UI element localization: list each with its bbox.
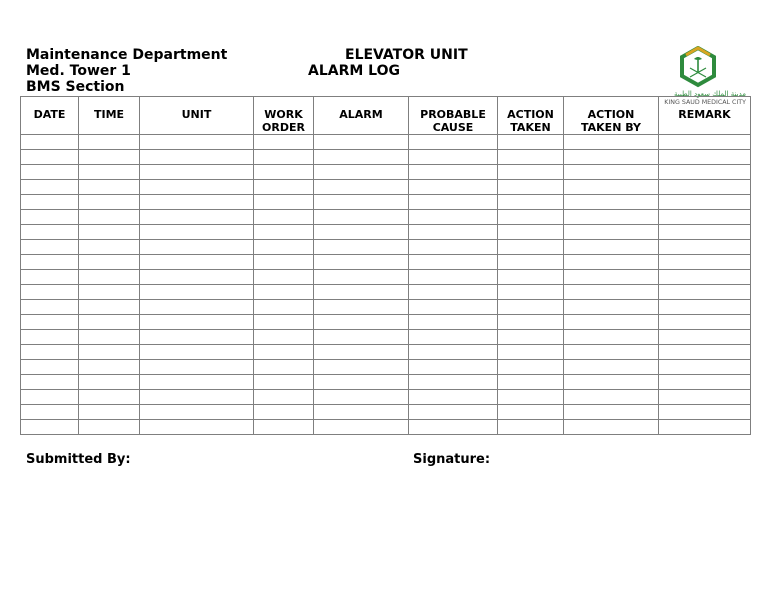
table-cell[interactable] (254, 390, 314, 405)
table-cell[interactable] (564, 180, 659, 195)
table-cell[interactable] (140, 285, 254, 300)
table-cell[interactable] (659, 180, 751, 195)
table-cell[interactable] (564, 300, 659, 315)
table-row (21, 210, 751, 225)
table-cell[interactable] (140, 150, 254, 165)
table-cell[interactable] (498, 360, 564, 375)
table-cell[interactable] (564, 150, 659, 165)
table-cell[interactable] (498, 210, 564, 225)
table-cell[interactable] (21, 360, 79, 375)
table-cell[interactable] (564, 315, 659, 330)
table-row (21, 390, 751, 405)
table-cell[interactable] (314, 405, 409, 420)
table-cell[interactable] (564, 240, 659, 255)
table-cell[interactable] (140, 240, 254, 255)
table-cell[interactable] (409, 390, 498, 405)
table-cell[interactable] (564, 375, 659, 390)
table-cell[interactable] (21, 165, 79, 180)
table-cell[interactable] (409, 165, 498, 180)
table-cell[interactable] (254, 420, 314, 435)
table-cell[interactable] (564, 420, 659, 435)
table-cell[interactable] (254, 285, 314, 300)
table-cell[interactable] (498, 300, 564, 315)
table-cell[interactable] (254, 225, 314, 240)
table-cell[interactable] (659, 225, 751, 240)
table-cell[interactable] (498, 225, 564, 240)
table-row (21, 165, 751, 180)
table-cell[interactable] (498, 240, 564, 255)
table-header-row (21, 97, 751, 135)
table-cell[interactable] (79, 360, 140, 375)
table-cell[interactable] (564, 405, 659, 420)
column-header-line1: WORK (264, 108, 303, 121)
table-row (21, 180, 751, 195)
column-header-line1: PROBABLE (420, 108, 486, 121)
table-cell[interactable] (254, 165, 314, 180)
table-cell[interactable] (498, 315, 564, 330)
table-cell[interactable] (314, 330, 409, 345)
table-cell[interactable] (498, 330, 564, 345)
table-cell[interactable] (254, 240, 314, 255)
table-cell[interactable] (314, 345, 409, 360)
table-cell[interactable] (498, 270, 564, 285)
table-cell[interactable] (409, 240, 498, 255)
column-header (314, 97, 409, 135)
table-row (21, 375, 751, 390)
table-cell[interactable] (79, 345, 140, 360)
column-header-line2: ORDER (262, 121, 305, 134)
table-cell[interactable] (21, 255, 79, 270)
table-cell[interactable] (314, 375, 409, 390)
table-cell[interactable] (564, 255, 659, 270)
table-cell[interactable] (21, 330, 79, 345)
alarm-log-table (20, 96, 751, 435)
table-cell[interactable] (498, 285, 564, 300)
table-cell[interactable] (498, 180, 564, 195)
table-cell[interactable] (564, 195, 659, 210)
column-header (140, 97, 254, 135)
table-row (21, 405, 751, 420)
table-cell[interactable] (314, 135, 409, 150)
column-header-line1: DATE (33, 108, 66, 121)
table-cell[interactable] (254, 315, 314, 330)
table-cell[interactable] (659, 330, 751, 345)
table-row (21, 150, 751, 165)
table-cell[interactable] (314, 255, 409, 270)
table-cell[interactable] (21, 225, 79, 240)
table-cell[interactable] (79, 180, 140, 195)
table-cell[interactable] (21, 240, 79, 255)
table-row (21, 135, 751, 150)
table-cell[interactable] (659, 165, 751, 180)
table-cell[interactable] (21, 375, 79, 390)
table-cell[interactable] (79, 195, 140, 210)
table-cell[interactable] (79, 210, 140, 225)
column-header (79, 97, 140, 135)
table-cell[interactable] (314, 240, 409, 255)
table-cell[interactable] (140, 300, 254, 315)
department-label: Maintenance Department (26, 47, 228, 63)
table-cell[interactable] (564, 360, 659, 375)
table-cell[interactable] (79, 390, 140, 405)
table-cell[interactable] (409, 150, 498, 165)
table-cell[interactable] (21, 285, 79, 300)
table-cell[interactable] (659, 345, 751, 360)
table-row (21, 255, 751, 270)
table-cell[interactable] (79, 240, 140, 255)
table-cell[interactable] (21, 390, 79, 405)
table-cell[interactable] (659, 300, 751, 315)
table-row (21, 285, 751, 300)
document-title-line1: ELEVATOR UNIT (345, 47, 468, 63)
table-cell[interactable] (409, 225, 498, 240)
table-cell[interactable] (79, 420, 140, 435)
table-cell[interactable] (254, 405, 314, 420)
table-cell[interactable] (498, 255, 564, 270)
table-cell[interactable] (140, 195, 254, 210)
table-cell[interactable] (409, 345, 498, 360)
table-cell[interactable] (409, 210, 498, 225)
submitted-by-label: Submitted By: (26, 452, 131, 467)
table-cell[interactable] (254, 330, 314, 345)
table-cell[interactable] (79, 150, 140, 165)
column-header (254, 97, 314, 135)
table-cell[interactable] (21, 405, 79, 420)
logo-arabic-name: مدينة الملك سعود الطبية (673, 90, 746, 98)
table-cell[interactable] (140, 135, 254, 150)
table-cell[interactable] (409, 360, 498, 375)
table-cell[interactable] (498, 135, 564, 150)
column-header (498, 97, 564, 135)
table-cell[interactable] (498, 375, 564, 390)
table-cell[interactable] (314, 195, 409, 210)
table-cell[interactable] (409, 330, 498, 345)
table-cell[interactable] (409, 375, 498, 390)
table-cell[interactable] (254, 270, 314, 285)
signature-label: Signature: (413, 452, 491, 467)
table-cell[interactable] (564, 165, 659, 180)
table-cell[interactable] (564, 345, 659, 360)
table-cell[interactable] (409, 195, 498, 210)
column-header-line2: TAKEN (510, 121, 551, 134)
table-cell[interactable] (409, 420, 498, 435)
table-cell[interactable] (254, 300, 314, 315)
table-cell[interactable] (140, 180, 254, 195)
table-row (21, 240, 751, 255)
table-row (21, 195, 751, 210)
table-cell[interactable] (79, 375, 140, 390)
table-cell[interactable] (140, 255, 254, 270)
table-cell[interactable] (564, 285, 659, 300)
table-cell[interactable] (314, 285, 409, 300)
table-cell[interactable] (659, 210, 751, 225)
table-cell[interactable] (659, 270, 751, 285)
table-cell[interactable] (79, 165, 140, 180)
table-cell[interactable] (254, 195, 314, 210)
table-cell[interactable] (79, 270, 140, 285)
column-header-line1: UNIT (181, 108, 212, 121)
table-cell[interactable] (140, 420, 254, 435)
table-row (21, 225, 751, 240)
table-cell[interactable] (79, 255, 140, 270)
column-header (409, 97, 498, 135)
table-row (21, 270, 751, 285)
document-title-line2: ALARM LOG (308, 63, 400, 79)
table-cell[interactable] (79, 330, 140, 345)
table-cell[interactable] (314, 150, 409, 165)
table-cell[interactable] (314, 390, 409, 405)
table-cell[interactable] (659, 255, 751, 270)
table-cell[interactable] (140, 210, 254, 225)
table-cell[interactable] (140, 360, 254, 375)
location-label: Med. Tower 1 (26, 63, 131, 79)
table-cell[interactable] (659, 240, 751, 255)
table-cell[interactable] (409, 300, 498, 315)
table-cell[interactable] (314, 420, 409, 435)
table-cell[interactable] (498, 150, 564, 165)
table-cell[interactable] (140, 165, 254, 180)
table-cell[interactable] (498, 165, 564, 180)
table-cell[interactable] (564, 210, 659, 225)
table-cell[interactable] (140, 225, 254, 240)
table-cell[interactable] (314, 315, 409, 330)
table-cell[interactable] (498, 195, 564, 210)
table-cell[interactable] (254, 135, 314, 150)
table-cell[interactable] (140, 315, 254, 330)
table-cell[interactable] (314, 210, 409, 225)
table-cell[interactable] (254, 255, 314, 270)
table-row (21, 420, 751, 435)
table-cell[interactable] (659, 375, 751, 390)
table-cell[interactable] (254, 210, 314, 225)
table-cell[interactable] (659, 315, 751, 330)
table-cell[interactable] (498, 420, 564, 435)
table-cell[interactable] (409, 270, 498, 285)
table-cell[interactable] (564, 225, 659, 240)
table-row (21, 315, 751, 330)
table-cell[interactable] (21, 300, 79, 315)
table-cell[interactable] (21, 345, 79, 360)
table-cell[interactable] (79, 405, 140, 420)
table-cell[interactable] (254, 150, 314, 165)
table-cell[interactable] (79, 135, 140, 150)
table-cell[interactable] (21, 150, 79, 165)
logo-english-name: KING SAUD MEDICAL CITY (664, 99, 746, 106)
column-header-line1: ACTION (507, 108, 554, 121)
table-cell[interactable] (140, 405, 254, 420)
table-cell[interactable] (79, 225, 140, 240)
table-cell[interactable] (564, 135, 659, 150)
table-cell[interactable] (659, 135, 751, 150)
column-header-line1: TIME (93, 108, 125, 121)
table-cell[interactable] (409, 285, 498, 300)
column-header (659, 97, 751, 135)
table-cell[interactable] (564, 270, 659, 285)
table-cell[interactable] (564, 390, 659, 405)
table-cell[interactable] (314, 225, 409, 240)
table-cell[interactable] (140, 390, 254, 405)
table-cell[interactable] (254, 375, 314, 390)
table-row (21, 330, 751, 345)
column-header (21, 97, 79, 135)
kingdom-emblem-hexagon-icon (650, 46, 750, 90)
column-header-line1: REMARK (678, 108, 731, 121)
table-cell[interactable] (659, 195, 751, 210)
table-cell[interactable] (79, 285, 140, 300)
table-cell[interactable] (314, 300, 409, 315)
table-cell[interactable] (21, 210, 79, 225)
table-cell[interactable] (314, 165, 409, 180)
table-cell[interactable] (21, 315, 79, 330)
table-cell[interactable] (140, 270, 254, 285)
table-row (21, 300, 751, 315)
table-cell[interactable] (659, 405, 751, 420)
table-cell[interactable] (21, 180, 79, 195)
table-cell[interactable] (564, 330, 659, 345)
table-cell[interactable] (254, 360, 314, 375)
table-cell[interactable] (498, 345, 564, 360)
column-header-line2: CAUSE (432, 121, 474, 134)
table-cell[interactable] (314, 270, 409, 285)
table-cell[interactable] (409, 135, 498, 150)
table-cell[interactable] (409, 255, 498, 270)
table-cell[interactable] (659, 285, 751, 300)
table-cell[interactable] (498, 405, 564, 420)
table-row (21, 345, 751, 360)
table-cell[interactable] (409, 315, 498, 330)
table-cell[interactable] (21, 135, 79, 150)
table-cell[interactable] (21, 420, 79, 435)
column-header-line1: ACTION (587, 108, 635, 121)
column-header (564, 97, 659, 135)
table-cell[interactable] (659, 420, 751, 435)
column-header-line2: TAKEN BY (581, 121, 641, 134)
table-cell[interactable] (498, 390, 564, 405)
table-cell[interactable] (21, 270, 79, 285)
table-cell[interactable] (314, 180, 409, 195)
table-cell[interactable] (79, 300, 140, 315)
table-cell[interactable] (409, 405, 498, 420)
table-cell[interactable] (409, 180, 498, 195)
table-cell[interactable] (140, 345, 254, 360)
table-cell[interactable] (659, 150, 751, 165)
column-header-line1: ALARM (339, 108, 383, 121)
table-cell[interactable] (140, 375, 254, 390)
section-label: BMS Section (26, 79, 125, 95)
table-cell[interactable] (79, 315, 140, 330)
table-cell[interactable] (659, 390, 751, 405)
table-cell[interactable] (659, 360, 751, 375)
table-row (21, 360, 751, 375)
table-cell[interactable] (21, 195, 79, 210)
table-cell[interactable] (140, 330, 254, 345)
table-cell[interactable] (314, 360, 409, 375)
table-body (21, 135, 751, 435)
table-cell[interactable] (254, 345, 314, 360)
table-cell[interactable] (254, 180, 314, 195)
